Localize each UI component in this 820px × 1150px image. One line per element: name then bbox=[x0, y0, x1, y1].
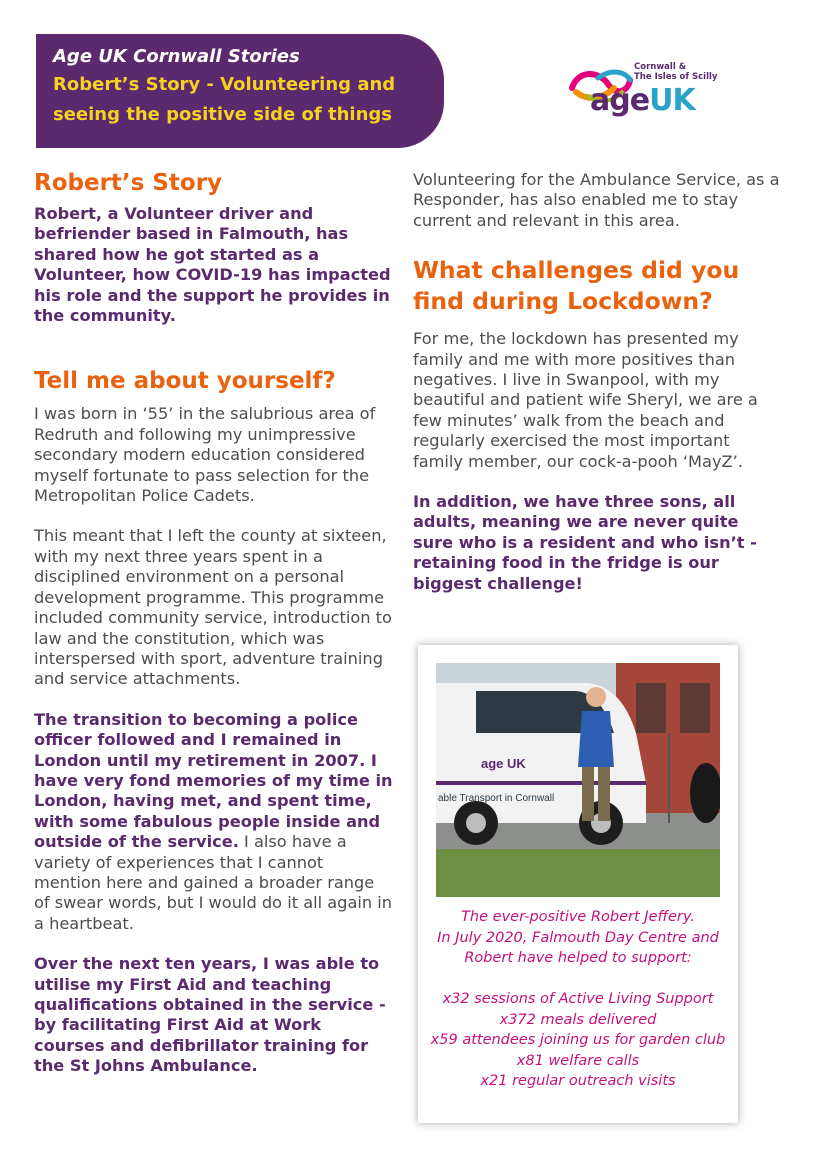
story-title-line-2: seeing the positive side of things bbox=[53, 104, 392, 125]
paragraph-born: I was born in ‘55’ in the salubrious area of Redruth and following my unimpressive secondary modern education considered myself fortunate to pass selection for the Metropolitan Police Cadets. bbox=[34, 404, 376, 506]
paragraph-ambulance: Volunteering for the Ambulance Service, as a Responder, has also enabled me to stay current and relevant in this area. bbox=[413, 170, 780, 230]
stat-item: x59 attendees joining us for garden club bbox=[430, 1032, 726, 1048]
heading-challenges: What challenges did you find during Lockdown? bbox=[413, 256, 740, 316]
stat-item: x21 regular outreach visits bbox=[480, 1073, 676, 1089]
van-logo-text: age UK bbox=[481, 756, 526, 771]
heading-roberts-story: Robert’s Story bbox=[34, 170, 223, 196]
intro-paragraph: Robert, a Volunteer driver and befriender based in Falmouth, has shared how he got started as a Volunteer, how COVID-19 has impacted his role and the support he provides in the community. bbox=[34, 204, 391, 326]
heading-about-yourself: Tell me about yourself? bbox=[34, 368, 336, 395]
paragraph-cadets: This meant that I left the county at sixteen, with my next three years spent in a disciplined environment on a personal development programme. This programme included community service, introduction to law and the constitution, which was interspersed with sport, adventure training and service attachments. bbox=[34, 526, 392, 689]
van-side-text: able Transport in Cornwall bbox=[438, 793, 555, 804]
story-banner bbox=[36, 34, 444, 148]
story-title-line-1: Robert’s Story - Volunteering and bbox=[53, 74, 396, 95]
paragraph-first-aid: Over the next ten years, I was able to utilise my First Aid and teaching qualifications obtained in the service - by facilitating First Aid at Work courses and defibrillator training for the St Johns Ambulance. bbox=[34, 954, 386, 1076]
photo-card bbox=[418, 645, 738, 1123]
logo-wordmark: ageUK bbox=[590, 83, 695, 118]
stat-item: x81 welfare calls bbox=[516, 1052, 640, 1069]
stat-item: x32 sessions of Active Living Support bbox=[442, 991, 714, 1007]
left-column bbox=[34, 168, 394, 1077]
paragraph-sons: In addition, we have three sons, all adults, meaning we are never quite sure who is a resident and who isn’t - retaining food in the fridge is our biggest challenge! bbox=[413, 492, 757, 593]
paragraph-police: The transition to becoming a police officer followed and I remained in London until my retirement in 2007. I have very fond memories of my time in London, having met, and spent time, with some fabulous people inside and outside of the service. I also have a variety of experiences that I cannot mention here and gained a broader range of swear words, but I would do it all again in a heartbeat. bbox=[34, 709, 393, 933]
logo-region: Cornwall & The Isles of Scilly bbox=[634, 62, 718, 82]
photo-caption: The ever-positive Robert Jeffery. In July 2020, Falmouth Day Centre and Robert have helped to support: bbox=[437, 909, 719, 966]
series-title: Age UK Cornwall Stories bbox=[53, 46, 300, 67]
support-stats-list bbox=[418, 989, 738, 1092]
stat-item: x372 meals delivered bbox=[499, 1011, 657, 1028]
paragraph-lockdown: For me, the lockdown has presented my family and me with more positives than negatives. I live in Swanpool, with my beautiful and patient wife Sheryl, we are a few minutes’ walk from the beach and regularly exercised the most important family member, our cock-a-pooh ‘MayZ’. bbox=[413, 329, 758, 471]
photo-robert-with-van bbox=[436, 663, 720, 897]
right-column bbox=[413, 170, 783, 594]
